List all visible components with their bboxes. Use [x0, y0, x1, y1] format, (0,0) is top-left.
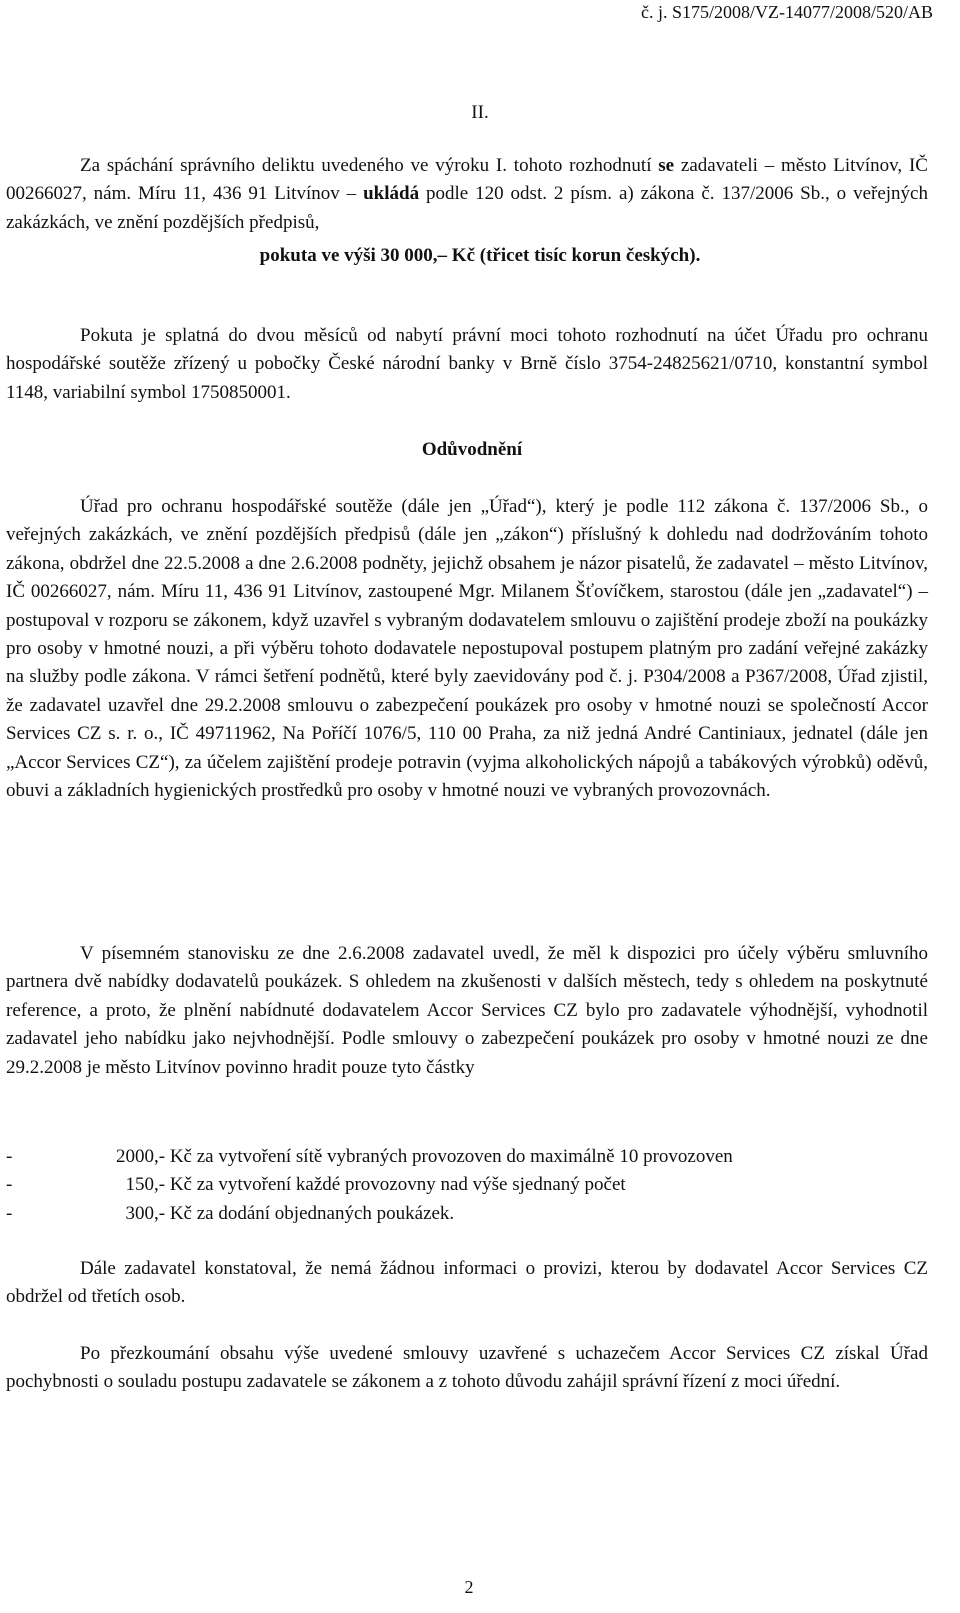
- justification-heading: Odůvodnění: [421, 439, 523, 460]
- payment-paragraph: Pokuta je splatná do dvou měsíců od nabytí právní moci tohoto rozhodnutí na účet Úřadu pro ochranu hospodářské soutěže zřízený u pobočky České národní banky v Brně číslo 3754-24825621/0710, konstantní symbol 1148, variabilní symbol 1750850001.: [6, 325, 928, 403]
- fee-text: 150,- Kč za vytvoření každé provozovny nad výše sjednaný počet: [116, 1174, 626, 1196]
- justification-paragraph-1: Úřad pro ochranu hospodářské soutěže (dále jen „Úřad“), který je podle 112 zákona č. 137/2006 Sb., o veřejných zakázkách, ve znění pozdějších předpisů (dále jen „zákon“) příslušný k dohledu nad dodržováním tohoto zákona, obdržel dne 22.5.2008 a dne 2.6.2008 podněty, jejichž obsahem je názor pisatelů, že zadavatel – město Litvínov, IČ 00266027, nám. Míru 11, 436 91 Litvínov, zastoupené Mgr. Milanem Šťovíčkem, starostou (dále jen „zadavatel“) – postupoval v rozporu se zákonem, když uzavřel s vybraným dodavatelem smlouvu o zajištění prodeje zboží na poukázky pro osoby v hmotné nouzi, a při výběru tohoto dodavatele nepostupoval postupem platným pro zadání veřejné zakázky na služby podle zákona. V rámci šetření podnětů, které byly zaevidovány pod č. j. P304/2008 a P367/2008, Úřad zjistil, že zadavatel uzavřel dne 29.2.2008 smlouvu o zabezpečení poukázek pro osoby v hmotné nouzi se společností Accor Services CZ s. r. o., IČ 49711962, Na Poříčí 1076/5, 110 00 Praha, za niž jedná André Cantiniaux, jednatel (dále jen „Accor Services CZ“), za účelem zajištění prodeje potravin (vyjma alkoholických nápojů a tabákových výrobků) oděvů, obuvi a základních hygienických prostředků pro osoby v hmotné nouzi ve vybraných provozovnách.: [6, 496, 928, 802]
- verdict-bold-se: se: [658, 155, 675, 176]
- section-number: II.: [471, 102, 489, 123]
- fee-list-item: [6, 1171, 926, 1199]
- verdict-text-c: podle 120 odst. 2 písm. a) zákona č. 137/2006 Sb., o veřejných zakázkách, ve znění pozdějších předpisů,: [6, 183, 928, 233]
- fee-text: 2000,- Kč za vytvoření sítě vybraných provozoven do maximálně 10 provozoven: [116, 1146, 733, 1167]
- list-dash: -: [6, 1202, 13, 1224]
- verdict-text-b: zadavateli – město Litvínov, IČ 00266027, nám. Míru 11, 436 91 Litvínov –: [6, 155, 928, 205]
- verdict-bold-uklada: ukládá: [363, 183, 420, 205]
- fee-list-item: [6, 1200, 926, 1228]
- fee-list: [6, 1143, 926, 1228]
- list-dash: -: [6, 1146, 13, 1167]
- verdict-text-a: Za spáchání správního deliktu uvedeného ve výroku I. tohoto rozhodnutí: [80, 155, 659, 176]
- list-dash: -: [6, 1174, 13, 1196]
- justification-paragraph-3: Dále zadavatel konstatoval, že nemá žádnou informaci o provizi, kterou by dodavatel Accor Services CZ obdržel od třetích osob.: [6, 1258, 928, 1308]
- document-reference-number: č. j. S175/2008/VZ-14077/2008/520/AB: [641, 2, 933, 22]
- penalty-statement: pokuta ve výši 30 000,– Kč (třicet tisíc korun českých).: [259, 245, 701, 266]
- page-number: 2: [464, 1577, 474, 1597]
- fee-list-item: [6, 1143, 926, 1171]
- justification-paragraph-4: Po přezkoumání obsahu výše uvedené smlouvy uzavřené s uchazečem Accor Services CZ získal Úřad pochybnosti o souladu postupu zadavatele se zákonem a z tohoto důvodu zahájil správní řízení z moci úřední.: [6, 1343, 928, 1393]
- verdict-paragraph: [6, 152, 928, 237]
- justification-paragraph-2: V písemném stanovisku ze dne 2.6.2008 zadavatel uvedl, že měl k dispozici pro účely výběru smluvního partnera dvě nabídky dodavatelů poukázek. S ohledem na zkušenosti v dalších městech, tedy s ohledem na poskytnuté reference, a proto, že plnění nabídnuté dodavatelem Accor Services CZ bylo pro zadavatele výhodnější, vyhodnotil zadavatel jeho nabídku jako nejvhodnější. Podle smlouvy o zabezpečení poukázek pro osoby v hmotné nouzi ze dne 29.2.2008 je město Litvínov povinno hradit pouze tyto částky: [6, 943, 928, 1078]
- fee-text: 300,- Kč za dodání objednaných poukázek.: [116, 1202, 455, 1224]
